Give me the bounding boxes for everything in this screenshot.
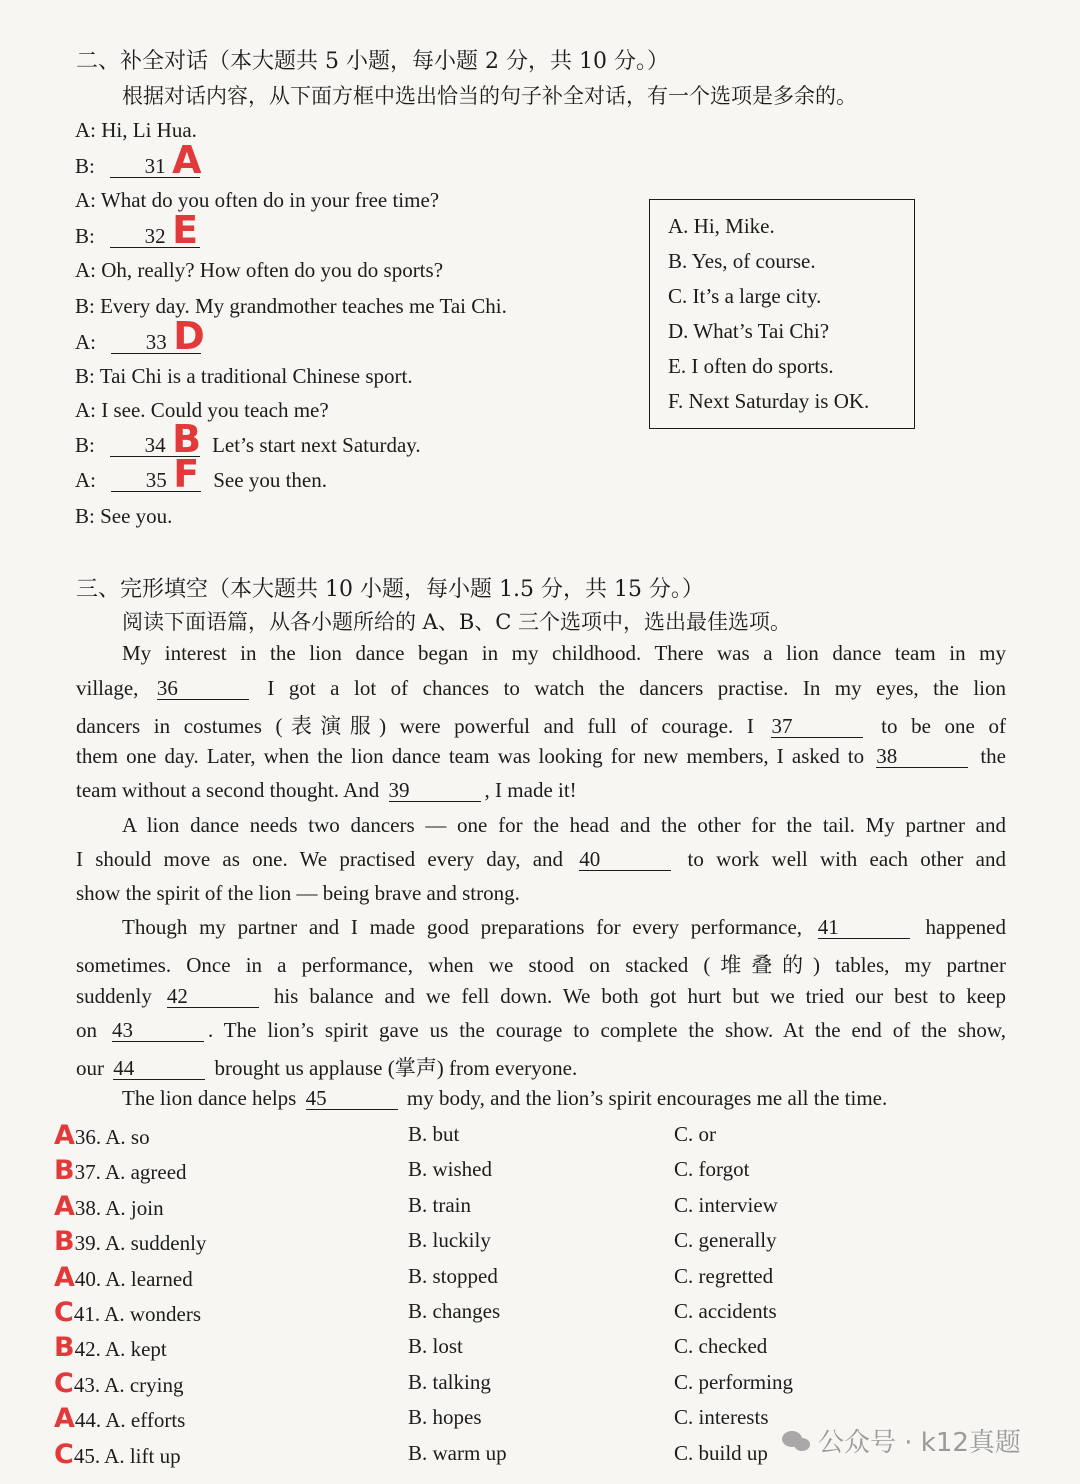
speaker-label: B:: [75, 504, 95, 528]
option-d: D. What’s Tai Chi?: [668, 319, 830, 343]
handwritten-answer: C: [54, 1297, 74, 1328]
passage-text: The lion dance helps: [122, 1086, 302, 1110]
cloze-blank: 39: [389, 779, 481, 802]
speaker-label: B:: [75, 224, 95, 248]
dialogue-line: [75, 314, 205, 358]
choice-b: B. luckily: [408, 1228, 491, 1252]
cloze-blank: 41: [818, 916, 910, 939]
blank-number: 33: [145, 330, 167, 354]
passage-text: A lion dance needs two dancers — one for the head and the other for the tail. My partner and: [122, 813, 1006, 837]
choice-a: A. learned: [105, 1267, 193, 1291]
dialogue-line: [75, 294, 507, 319]
passage-text: the: [972, 744, 1006, 768]
choice-c: C. interests: [674, 1405, 769, 1429]
answer-blank: [111, 452, 201, 496]
dialogue-line: [75, 398, 329, 423]
passage-text: on: [76, 1018, 108, 1042]
choice-a: A. agreed: [104, 1160, 187, 1184]
passage-text: team without a second thought. And: [76, 778, 385, 802]
wechat-icon: [782, 1429, 812, 1453]
passage-text: suddenly: [76, 984, 163, 1008]
question-number: 39.: [74, 1231, 101, 1255]
option-c: C. It’s a large city.: [668, 284, 822, 308]
passage-line: [76, 984, 1006, 1009]
cloze-blank: 40: [579, 848, 671, 871]
question-row: [54, 1120, 150, 1151]
cloze-blank: 37: [771, 715, 863, 738]
question-number: 36.: [74, 1125, 102, 1149]
passage-text: dancers in costumes (表演服) were powerful and full of courage. I: [76, 714, 768, 738]
choice-c: C. build up: [674, 1441, 768, 1465]
passage-line: [122, 1086, 1006, 1111]
question-row: [54, 1155, 187, 1186]
blank-number: 32: [144, 224, 166, 248]
choice-b: B. hopes: [408, 1405, 482, 1429]
passage-text: to work well with each other and: [675, 847, 1006, 871]
blank-number: 31: [144, 154, 166, 178]
cloze-blank: 36: [157, 677, 249, 700]
cloze-blank: 45: [306, 1087, 398, 1110]
passage-text: show the spirit of the lion — being brave and strong.: [76, 881, 520, 905]
handwritten-answer: B: [54, 1332, 75, 1363]
question-row: [54, 1297, 201, 1328]
passage-text: his balance and we fell down. We both got hurt but we tried our best to keep: [262, 984, 1006, 1008]
choice-c: C. regretted: [674, 1264, 774, 1288]
question-number: 43.: [73, 1373, 101, 1397]
handwritten-answer: A: [54, 1262, 75, 1293]
question-number: 37.: [74, 1160, 101, 1184]
passage-text: . The lion’s spirit gave us the courage to complete the show. At the end of the show,: [207, 1018, 1006, 1042]
choice-c: C. forgot: [674, 1157, 750, 1181]
handwritten-answer: B: [172, 417, 202, 461]
passage-text: them one day. Later, when the lion dance team was looking for new members, I asked to: [76, 744, 873, 768]
dialogue-line: [75, 138, 204, 182]
question-row: [54, 1332, 167, 1363]
line-text: Oh, really? How often do you do sports?: [101, 258, 444, 282]
option-f: F. Next Saturday is OK.: [668, 389, 870, 413]
handwritten-answer: C: [54, 1368, 74, 1399]
choice-a: A. suddenly: [104, 1231, 207, 1255]
speaker-label: A:: [75, 118, 96, 142]
dialogue-line: [75, 364, 413, 389]
question-number: 44.: [74, 1408, 102, 1432]
dialogue-line: [75, 452, 327, 496]
choice-b: B. talking: [408, 1370, 491, 1394]
passage-line: [122, 915, 1006, 940]
passage-text: to be one of: [867, 714, 1006, 738]
question-row: [54, 1439, 181, 1470]
speaker-label: A:: [75, 258, 96, 282]
passage-line: [76, 744, 1006, 769]
line-text: Tai Chi is a traditional Chinese sport.: [99, 364, 413, 388]
dialogue-line: [75, 208, 204, 252]
line-text: See you then.: [213, 468, 327, 492]
question-row: [54, 1262, 193, 1293]
speaker-label: A:: [75, 188, 96, 212]
question-number: 45.: [73, 1444, 101, 1468]
handwritten-answer: A: [54, 1120, 75, 1151]
speaker-label: B:: [75, 294, 95, 318]
handwritten-answer: A: [54, 1403, 75, 1434]
choice-b: B. train: [408, 1193, 471, 1217]
dialogue-line: [75, 258, 443, 283]
choice-c: C. interview: [674, 1193, 778, 1217]
option-a: A. Hi, Mike.: [668, 214, 775, 238]
speaker-label: B:: [75, 433, 95, 457]
dialogue-line: [75, 504, 172, 529]
handwritten-answer: E: [172, 208, 199, 252]
choice-c: C. accidents: [674, 1299, 777, 1323]
cloze-blank: 44: [113, 1057, 205, 1080]
line-text: Hi, Li Hua.: [101, 118, 197, 142]
blank-number: 34: [144, 433, 166, 457]
choice-a: A. kept: [104, 1337, 167, 1361]
speaker-label: B:: [75, 154, 95, 178]
passage-text: sometimes. Once in a performance, when we stood on stacked (堆叠的) tables, my partner: [76, 953, 1006, 977]
section3-instruction: 阅读下面语篇，从各小题所给的 A、B、C 三个选项中，选出最佳选项。: [122, 610, 792, 634]
passage-text: Though my partner and I made good preparations for every performance,: [122, 915, 814, 939]
passage-line: [76, 949, 1006, 979]
dialogue-line: [75, 188, 439, 213]
handwritten-answer: C: [54, 1439, 74, 1470]
choice-b: B. changes: [408, 1299, 501, 1323]
section2-heading: 二、补全对话（本大题共 5 小题，每小题 2 分，共 10 分。）: [76, 49, 669, 74]
passage-line: [76, 778, 1006, 803]
passage-line: [76, 710, 1006, 740]
handwritten-answer: A: [54, 1191, 75, 1222]
line-text: I see. Could you teach me?: [101, 398, 329, 422]
question-number: 41.: [73, 1302, 101, 1326]
line-text: Every day. My grandmother teaches me Tai Chi.: [100, 294, 507, 318]
handwritten-answer: F: [173, 452, 200, 496]
line-text: See you.: [100, 504, 173, 528]
watermark-text: 公众号 · k12真题: [818, 1428, 1021, 1458]
question-row: [54, 1403, 185, 1434]
choice-a: A. efforts: [105, 1408, 186, 1432]
line-text: Let’s start next Saturday.: [212, 433, 421, 457]
passage-text: village,: [76, 676, 153, 700]
question-number: 42.: [74, 1337, 101, 1361]
blank-number: 35: [145, 468, 167, 492]
cloze-blank: 38: [876, 745, 968, 768]
passage-text: I got a lot of chances to watch the dancers practise. In my eyes, the lion: [252, 676, 1006, 700]
passage-text: My interest in the lion dance began in my childhood. There was a lion dance team in my: [122, 641, 1006, 665]
cloze-blank: 43: [112, 1019, 204, 1042]
section2-instruction: 根据对话内容，从下面方框中选出恰当的句子补全对话，有一个选项是多余的。: [122, 84, 857, 108]
cloze-blank: 42: [167, 985, 259, 1008]
line-text: What do you often do in your free time?: [100, 188, 440, 212]
question-number: 38.: [74, 1196, 102, 1220]
choice-a: A. lift up: [104, 1444, 181, 1468]
choice-c: C. or: [674, 1122, 716, 1146]
choice-a: A. crying: [104, 1373, 184, 1397]
watermark: [782, 1422, 1021, 1459]
choice-a: A. wonders: [104, 1302, 201, 1326]
passage-text: our: [76, 1056, 110, 1080]
passage-line: [76, 881, 1006, 906]
question-row: [54, 1191, 164, 1222]
choice-a: A. so: [105, 1125, 150, 1149]
handwritten-answer: A: [172, 138, 202, 182]
passage-line: [76, 1018, 1006, 1043]
answer-blank: [111, 314, 205, 358]
answer-blank: [110, 208, 200, 252]
question-number: 40.: [74, 1267, 102, 1291]
choice-b: B. but: [408, 1122, 460, 1146]
passage-text: , I made it!: [484, 778, 577, 802]
answer-blank: [110, 138, 202, 182]
choice-b: B. warm up: [408, 1441, 507, 1465]
question-row: [54, 1368, 184, 1399]
choice-b: B. stopped: [408, 1264, 498, 1288]
passage-text: happened: [913, 915, 1006, 939]
speaker-label: A:: [75, 398, 96, 422]
passage-text: my body, and the lion’s spirit encourages me all the time.: [401, 1086, 888, 1110]
options-box: [649, 199, 915, 429]
choice-a: A. join: [105, 1196, 164, 1220]
speaker-label: A:: [75, 330, 96, 354]
passage-line: [122, 641, 1006, 666]
dialogue-line: [75, 417, 421, 461]
passage-line: [76, 1052, 1006, 1082]
passage-text: brought us applause (掌声) from everyone.: [209, 1056, 578, 1080]
handwritten-answer: B: [54, 1155, 75, 1186]
question-row: [54, 1226, 206, 1257]
passage-line: [122, 813, 1006, 838]
choice-c: C. generally: [674, 1228, 777, 1252]
passage-text: I should move as one. We practised every day, and: [76, 847, 576, 871]
speaker-label: B:: [75, 364, 95, 388]
handwritten-answer: B: [54, 1226, 75, 1257]
passage-line: [76, 847, 1006, 872]
handwritten-answer: D: [173, 314, 205, 358]
choice-b: B. lost: [408, 1334, 463, 1358]
speaker-label: A:: [75, 468, 96, 492]
section3-heading: 三、完形填空（本大题共 10 小题，每小题 1.5 分，共 15 分。）: [76, 577, 704, 602]
passage-line: [76, 676, 1006, 701]
option-b: B. Yes, of course.: [668, 249, 816, 273]
option-e: E. I often do sports.: [668, 354, 834, 378]
choice-c: C. checked: [674, 1334, 768, 1358]
choice-c: C. performing: [674, 1370, 793, 1394]
choice-b: B. wished: [408, 1157, 492, 1181]
